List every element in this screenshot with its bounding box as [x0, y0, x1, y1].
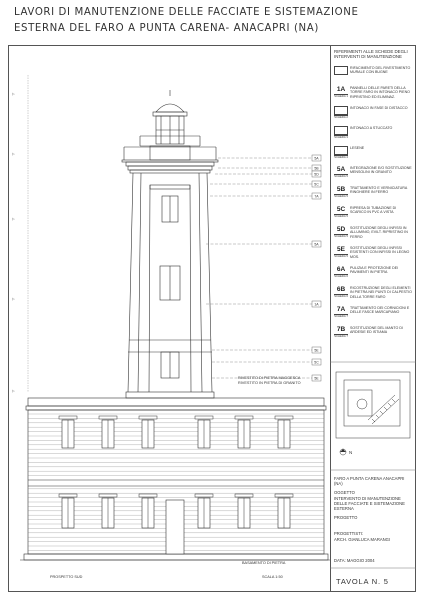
scale-label: SCALA 1:50 — [262, 575, 283, 579]
legend-code — [334, 206, 348, 219]
object-description: INTERVENTO DI MANUTENZIONE DELLE FACCIATE E SISTEMAZIONE ESTERNA — [334, 496, 405, 512]
legend-sheet-label: SCHEDA 1 — [334, 94, 348, 98]
legend-code — [334, 246, 348, 259]
legend-code-label: 5B — [336, 186, 346, 193]
elevation-label: PROSPETTO SUD — [50, 575, 83, 579]
tag-label: 5E — [314, 348, 319, 353]
annotation-stone-cladding: RIVESTITO DI PIETRA MAGGESCA — [238, 376, 301, 380]
legend-code-label: 5A — [336, 166, 346, 173]
legend-text: PULIZIA E PROTEZIONE DEI PAVIMENTI IN PIETRA — [350, 266, 399, 275]
drawing-title-line-1: LAVORI DI MANUTENZIONE DELLE FACCIATE E SISTEMAZIONE — [14, 7, 359, 18]
legend-swatch-icon — [334, 146, 348, 155]
legend-heading: RIFERIMENTI ALLE SCHEDE DEGLI INTERVENTI DI MANUTENZIONE — [334, 49, 408, 60]
window-lintel — [139, 416, 157, 419]
legend-code-label: 5C — [336, 206, 346, 213]
tag-label: 5A — [314, 156, 319, 161]
legend-code-label: 6A — [336, 266, 346, 273]
legend-code — [334, 166, 348, 179]
left-marker-3: ▷ — [12, 217, 15, 221]
annotation-stone-base: BASAMENTO DI PIETRA — [242, 561, 286, 565]
legend-code — [334, 226, 348, 239]
window-lintel — [99, 416, 117, 419]
window-lintel — [275, 494, 293, 497]
tag-label: 7A — [314, 194, 319, 199]
legend-code — [334, 306, 348, 319]
north-label: N — [349, 450, 353, 455]
legend-code-label: 1A — [336, 86, 346, 93]
legend-text: TRATTAMENTO DEI CORNICIONI E DELLE FASCE MARCAPIANO — [350, 306, 410, 315]
legend-swatch-icon — [334, 106, 348, 115]
window-lintel — [235, 494, 253, 497]
project-name: FARO A PUNTA CARENA ANACAPRI (NA) — [334, 476, 405, 487]
legend-sheet-label: SCHEDA 4 — [334, 155, 348, 159]
legend-text: RICOSTRUZIONE DEGLI ELEMENTI IN PIETRA NEI PUNTI DI CALPESTIO DELLA TORRE FARO — [350, 286, 412, 299]
legend-code — [334, 146, 348, 160]
north-arrow-icon — [340, 449, 346, 455]
designers-label: PROGETTISTI: — [334, 531, 364, 536]
window-lintel — [275, 416, 293, 419]
legend-text: RIFACIMENTO DEL RIVESTIMENTO MURALE CON BUGNE — [350, 66, 411, 75]
legend-text: LESENE — [350, 146, 365, 150]
window-lintel — [235, 416, 253, 419]
legend-code — [334, 106, 348, 120]
left-marker-2: ▷ — [12, 152, 15, 156]
legend-code — [334, 186, 348, 199]
tag-label: 5B — [314, 166, 319, 171]
legend-text: SOSTITUZIONE DEGLI INFISSI ESISTENTI CON INFISSI IN LEGNO MOS. — [350, 246, 410, 259]
legend-code-label: 5D — [336, 226, 346, 233]
legend-text: INTONACO A STUCCATO — [350, 126, 393, 130]
window-lintel — [195, 494, 213, 497]
tag-label: 1A — [314, 302, 319, 307]
legend-text: RIPRESA DI TUBAZIONE DI SCARICO IN PVC A VISTA — [350, 206, 397, 215]
date-label: DATA: MAGGIO 2004 — [334, 558, 375, 563]
window-lintel — [59, 494, 77, 497]
legend-text: SOSTITUZIONE DEGLI INFISSI IN ALLUMINIO, EVILT. RIPRISTINO IN FERRO — [350, 226, 408, 239]
legend-sheet-label: SCHEDA 2 — [334, 115, 348, 119]
window-lintel — [139, 494, 157, 497]
designers-name: ARCH. GIANLUCA MARANGI — [334, 537, 391, 542]
legend-sheet-label: SCHEDA 5 — [334, 214, 348, 218]
tag-label: 5E — [314, 376, 319, 381]
left-marker-5: ▷ — [12, 389, 15, 393]
legend-code — [334, 286, 348, 299]
legend-sheet-label: SCHEDA 6 — [334, 274, 348, 278]
object-label: OGGETTO — [334, 490, 355, 495]
legend-code — [334, 326, 348, 339]
legend-text: TRATTAMENTO E VERNICIATURA RINGHIERE IN FERRO — [350, 186, 408, 195]
legend-code — [334, 86, 348, 99]
main-door — [166, 500, 184, 554]
legend-code-label: 6B — [336, 286, 346, 293]
legend-text: SOSTITUZIONE DEL MANTO DI ARDESIE ED ISTIAMA — [350, 326, 403, 335]
left-marker-4: ▷ — [12, 297, 15, 301]
legend-code — [334, 66, 348, 75]
left-marker-1: ▷ — [12, 92, 15, 96]
legend-sheet-label: SCHEDA 6 — [334, 294, 348, 298]
tag-label: 5D — [314, 172, 319, 177]
phase-label: PROGETTO — [334, 515, 358, 520]
legend-swatch-icon — [334, 126, 348, 135]
legend-sheet-label: SCHEDA 3 — [334, 135, 348, 139]
legend-sheet-label: SCHEDA 5 — [334, 194, 348, 198]
legend-sheet-label: SCHEDA 5 — [334, 174, 348, 178]
sheet-number: TAVOLA N. 5 — [336, 577, 389, 586]
legend-sheet-label: SCHEDA 7 — [334, 334, 348, 338]
legend-sheet-label: SCHEDA 5 — [334, 254, 348, 258]
window-lintel — [59, 416, 77, 419]
tag-label: 5C — [314, 360, 319, 365]
legend-code — [334, 266, 348, 279]
legend-text: PANNELLI DELLE PARETI DELLA TORRE FARO IN INTONACO PIENO RIPRISTINO ED ELIMINAZ. — [350, 86, 410, 99]
legend-text: INTEGRAZIONE E/O SOSTITUZIONE MENSOLINI IN GRANITO — [350, 166, 412, 175]
legend-code-label: 5E — [337, 246, 345, 253]
legend-code-label: 7A — [336, 306, 346, 313]
legend-code — [334, 126, 348, 140]
tag-label: 5A — [314, 242, 319, 247]
legend-text: INTONACO IN FASE DI DISTACCO — [350, 106, 408, 110]
drawing-title-line-2: ESTERNA DEL FARO A PUNTA CARENA- ANACAPRI (NA) — [14, 23, 319, 34]
site-plan — [336, 372, 410, 438]
legend-sheet-label: SCHEDA 7 — [334, 314, 348, 318]
tag-label: 5C — [314, 182, 319, 187]
legend-swatch-icon — [334, 66, 348, 75]
legend-sheet-label: SCHEDA 5 — [334, 234, 348, 238]
window-lintel — [99, 494, 117, 497]
legend-code-label: 7B — [336, 326, 346, 333]
annotation-granite-cladding: RIVESTITO IN PIETRA DI GRANITO — [238, 381, 301, 385]
window-lintel — [195, 416, 213, 419]
lantern-dome — [156, 104, 184, 112]
